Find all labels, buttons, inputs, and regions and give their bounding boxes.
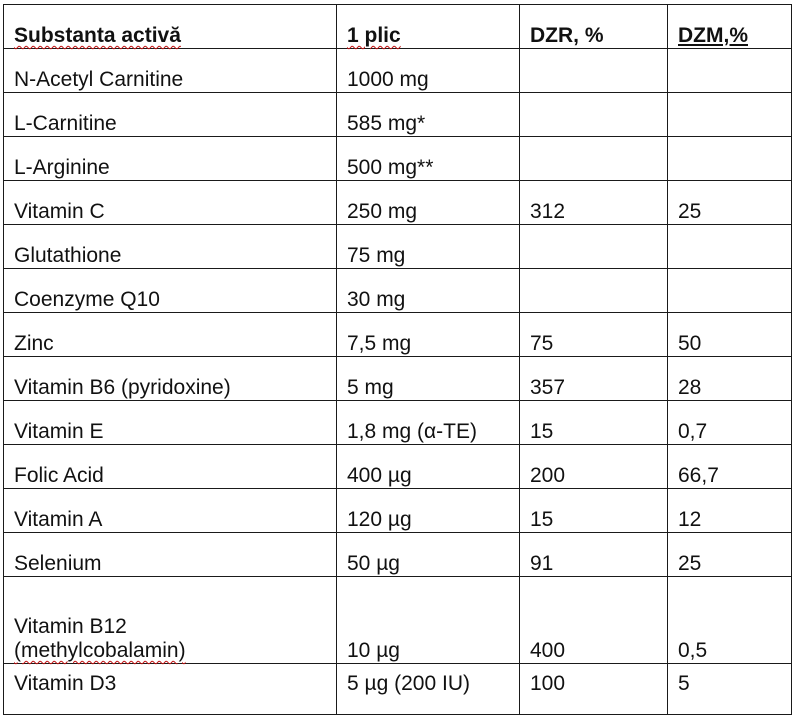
dose-cell: 120 µg <box>337 489 520 533</box>
dose-cell: 585 mg* <box>337 93 520 137</box>
table-row <box>4 49 792 93</box>
substance-cell: Vitamin A <box>4 489 337 533</box>
dose-cell: 50 µg <box>337 533 520 577</box>
header-cell <box>337 5 520 49</box>
dose-cell: 5 mg <box>337 357 520 401</box>
dzm-cell <box>668 49 792 93</box>
substance-cell: Vitamin E <box>4 401 337 445</box>
dzm-cell <box>668 225 792 269</box>
dose-cell: 1,8 mg (α-TE) <box>337 401 520 445</box>
dzm-cell: 66,7 <box>668 445 792 489</box>
table-row <box>4 664 792 715</box>
dzm-cell: 5 <box>668 664 792 715</box>
substance-cell: Vitamin C <box>4 181 337 225</box>
dzm-cell: 12 <box>668 489 792 533</box>
dzr-cell <box>520 137 668 181</box>
table-row <box>4 533 792 577</box>
header-dzr: DZR, % <box>530 24 604 47</box>
substance-cell <box>4 577 337 664</box>
dzr-cell: 15 <box>520 489 668 533</box>
header-substance: Substanta activă <box>14 24 181 47</box>
substance-line-1: Vitamin B12 <box>14 615 127 638</box>
nutrition-table <box>3 4 792 715</box>
table-row <box>4 137 792 181</box>
header-dzm: DZM,% <box>678 24 748 47</box>
header-dose: 1 plic <box>347 24 401 47</box>
dzm-cell <box>668 93 792 137</box>
dzm-cell: 0,5 <box>668 577 792 664</box>
table-row <box>4 269 792 313</box>
dzr-cell: 312 <box>520 181 668 225</box>
dzm-cell: 0,7 <box>668 401 792 445</box>
table-row <box>4 225 792 269</box>
dzr-cell: 91 <box>520 533 668 577</box>
substance-cell: N-Acetyl Carnitine <box>4 49 337 93</box>
substance-cell: Coenzyme Q10 <box>4 269 337 313</box>
dzm-cell: 25 <box>668 533 792 577</box>
substance-cell: Vitamin B6 (pyridoxine) <box>4 357 337 401</box>
dose-cell: 75 mg <box>337 225 520 269</box>
dose-cell: 7,5 mg <box>337 313 520 357</box>
dose-cell: 5 µg (200 IU) <box>337 664 520 715</box>
dose-cell: 500 mg** <box>337 137 520 181</box>
dzr-cell: 357 <box>520 357 668 401</box>
table-row <box>4 401 792 445</box>
dzm-cell: 28 <box>668 357 792 401</box>
header-cell <box>668 5 792 49</box>
header-cell <box>520 5 668 49</box>
dzr-cell <box>520 225 668 269</box>
dzr-cell: 75 <box>520 313 668 357</box>
table-row <box>4 489 792 533</box>
dzr-cell <box>520 93 668 137</box>
table-row <box>4 313 792 357</box>
substance-cell: Selenium <box>4 533 337 577</box>
table-row <box>4 357 792 401</box>
table-row <box>4 181 792 225</box>
table-row <box>4 577 792 664</box>
dose-cell: 400 µg <box>337 445 520 489</box>
substance-cell: Glutathione <box>4 225 337 269</box>
dzr-cell <box>520 49 668 93</box>
dzm-cell: 50 <box>668 313 792 357</box>
dzr-cell: 100 <box>520 664 668 715</box>
substance-cell: Zinc <box>4 313 337 357</box>
dose-cell: 1000 mg <box>337 49 520 93</box>
table-row <box>4 445 792 489</box>
header-cell <box>4 5 337 49</box>
dose-cell: 30 mg <box>337 269 520 313</box>
table-header-row <box>4 5 792 49</box>
dose-cell: 250 mg <box>337 181 520 225</box>
substance-cell: Folic Acid <box>4 445 337 489</box>
substance-line-2: (methylcobalamin) <box>14 639 186 662</box>
dzm-cell <box>668 137 792 181</box>
table-row <box>4 93 792 137</box>
dzr-cell: 15 <box>520 401 668 445</box>
dzr-cell <box>520 269 668 313</box>
dzm-cell: 25 <box>668 181 792 225</box>
substance-cell: Vitamin D3 <box>4 664 337 715</box>
substance-cell: L-Carnitine <box>4 93 337 137</box>
dzr-cell: 200 <box>520 445 668 489</box>
dose-cell: 10 µg <box>337 577 520 664</box>
dzr-cell: 400 <box>520 577 668 664</box>
dzm-cell <box>668 269 792 313</box>
substance-cell: L-Arginine <box>4 137 337 181</box>
